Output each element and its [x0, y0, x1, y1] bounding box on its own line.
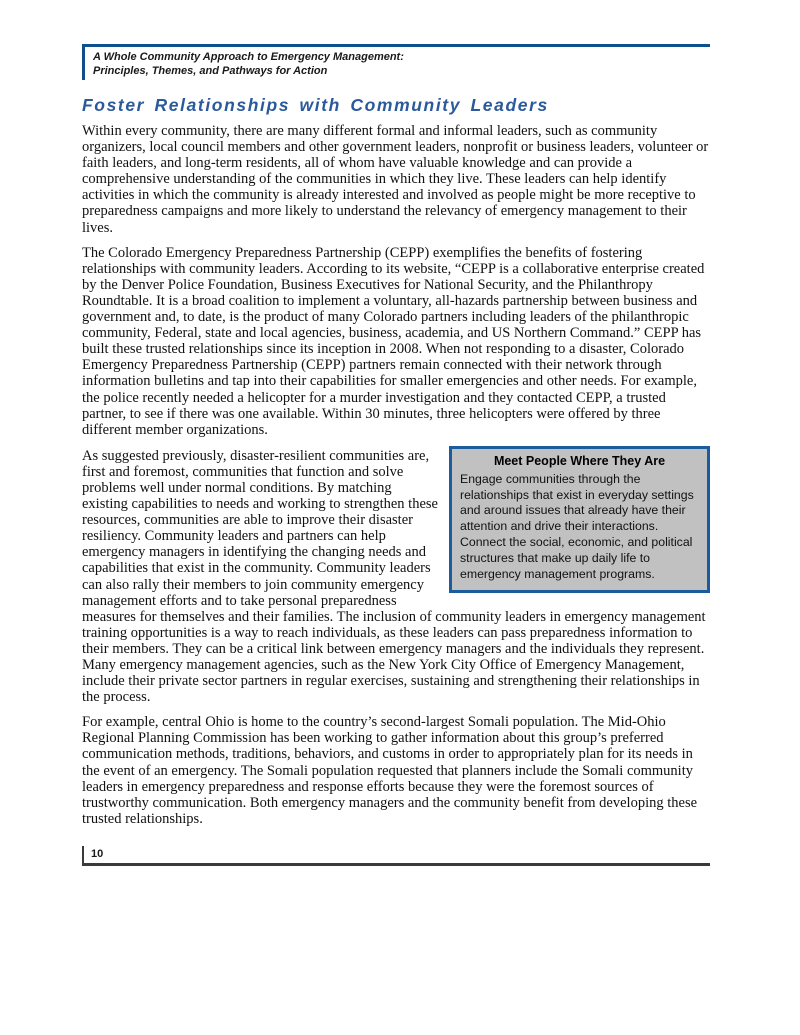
- callout-box: [449, 446, 710, 594]
- page-footer: [82, 846, 710, 866]
- paragraph-3-section: [82, 448, 710, 706]
- paragraph-4: For example, central Ohio is home to the country’s second-largest Somali population. The Mid-Ohio Regional Planning Commission has been working to gather information about this group’s preferred communication methods, traditions, behaviors, and customs in order to appropriately plan for its needs in the event of an emergency. The Somali population requested that planners include the Somali community leaders in emergency preparedness and response efforts because they were the foremost sources of trustworthy communication. Both emergency managers and the community benefit from developing these trusted relationships.: [82, 714, 698, 827]
- paragraph-3: As suggested previously, disaster-resilient communities are, first and foremost, communities that function and solve problems well under normal conditions. By matching existing capabilities to needs and working to strengthen these resources, communities are able to improve their disaster resiliency. Community leaders and partners can help emergency managers in identifying the changing needs and capabilities that exist in the community. Community leaders can also rally their members to join community emergency management efforts and to take personal preparedness measures for themselves and their families. The inclusion of community leaders in emergency management training opportunities is a way to reach individuals, as these leaders can pass preparedness information to their members. They can be a critical link between emergency managers and the individuals they represent. Many emergency management agencies, such as the New York City Office of Emergency Management, include their private sector partners in regular exercises, sustaining and strengthening their relationships in the process.: [82, 447, 706, 706]
- page-header: [82, 44, 710, 80]
- page-number: 10: [82, 846, 710, 863]
- callout-title: Meet People Where They Are: [493, 453, 666, 468]
- paragraph-2: The Colorado Emergency Preparedness Partnership (CEPP) exemplifies the benefits of fostering relationships with community leaders. According to its website, “CEPP is a collaborative enterprise created by the Denver Police Foundation, Business Executives for National Security, and the Philanthropy Roundtable. It is a broad coalition to implement a voluntary, all-hazards partnership between business and government and, to date, is the product of many Colorado partners including leaders of the philanthropic community, Federal, state and local agencies, business, academia, and US Northern Command.” CEPP has built these trusted relationships since its inception in 2008. When not responding to a disaster, Colorado Emergency Preparedness Partnership (CEPP) partners remain connected with their network through information bulletins and tap into their capabilities for smaller emergencies and other needs. For example, the police recently needed a helicopter for a murder investigation and they contacted CEPP, a trusted partner, to see if there was one available. Within 30 minutes, three helicopters were offered by three different member organizations.: [82, 244, 705, 438]
- header-line-1: A Whole Community Approach to Emergency Management:: [93, 51, 404, 63]
- paragraph-1: Within every community, there are many different formal and informal leaders, such as community organizers, local council members and other government leaders, nonprofit or business leaders, volunteer or faith leaders, and long-term residents, all of whom have valuable knowledge and can provide a comprehensive understanding of the communities in which they live. These leaders can help identify activities in which the community is already interested and involved as people might be more receptive to preparedness campaigns and more likely to understand the relevancy of emergency management to their lives.: [82, 123, 709, 236]
- section-heading: Foster Relationships with Community Leaders: [82, 95, 549, 115]
- header-line-2: Principles, Themes, and Pathways for Action: [93, 65, 328, 77]
- callout-body: Engage communities through the relationships that exist in everyday settings and around issues that already have their attention and drive their interactions. Connect the social, economic, and political structures that make up daily life to emergency management programs.: [460, 471, 694, 581]
- header-title-block: [82, 47, 710, 80]
